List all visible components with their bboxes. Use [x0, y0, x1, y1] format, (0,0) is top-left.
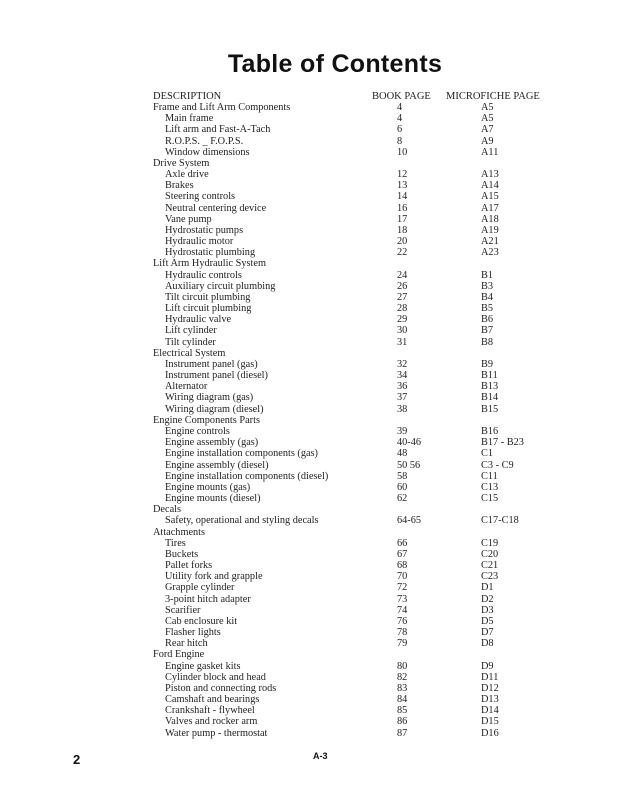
toc-entry-row	[0, 180, 622, 191]
microfiche-page-code: A5	[481, 102, 494, 113]
microfiche-page-code: C1	[481, 448, 494, 460]
book-page-number: 14	[397, 191, 408, 203]
entry-description: Hydraulic controls	[165, 269, 242, 281]
toc-entry-row	[0, 515, 622, 526]
book-page-number: 86	[397, 716, 408, 728]
toc-entry-row	[0, 337, 622, 348]
microfiche-page-code: C23	[481, 571, 499, 583]
entry-description: Window dimensions	[165, 146, 250, 158]
entry-description: Engine assembly (gas)	[165, 437, 259, 449]
microfiche-page-code: B6	[481, 314, 494, 326]
toc-entry-row	[0, 191, 622, 202]
microfiche-page-code: C21	[481, 560, 499, 572]
entry-description: Tilt cylinder	[165, 336, 216, 348]
toc-entry-row	[0, 705, 622, 716]
section-title: Engine Components Parts	[153, 414, 260, 426]
entry-description: Engine mounts (diesel)	[165, 493, 261, 505]
microfiche-page-code: B5	[481, 303, 494, 315]
entry-description: Scarifier	[165, 604, 201, 616]
microfiche-page-code: A9	[481, 135, 494, 147]
book-page-number: 60	[397, 481, 408, 493]
book-page-number: 84	[397, 694, 408, 706]
microfiche-page-code: B4	[481, 291, 494, 303]
toc-entry-row	[0, 225, 622, 236]
toc-entry-row	[0, 538, 622, 549]
entry-description: Vane pump	[165, 213, 212, 225]
microfiche-page-code: D8	[481, 638, 494, 650]
microfiche-page-code: C17-C18	[481, 515, 519, 527]
entry-description: Buckets	[165, 548, 199, 560]
book-page-number: 40-46	[397, 437, 422, 449]
book-page-number: 16	[397, 202, 408, 214]
book-page-number: 22	[397, 247, 408, 259]
book-page-number: 31	[397, 336, 408, 348]
microfiche-page-code: C19	[481, 537, 499, 549]
toc-entry-row	[0, 392, 622, 403]
entry-description: Engine installation components (diesel)	[165, 470, 329, 482]
entry-description: Hydrostatic plumbing	[165, 247, 256, 259]
entry-description: Engine installation components (gas)	[165, 448, 318, 460]
description-column-header: DESCRIPTION	[153, 91, 222, 102]
entry-description: Engine controls	[165, 425, 230, 437]
toc-entry-row	[0, 582, 622, 593]
book-page-number: 68	[397, 560, 408, 572]
entry-description: Hydraulic motor	[165, 236, 234, 248]
entry-description: Engine assembly (diesel)	[165, 459, 269, 471]
book-page-number: 66	[397, 537, 408, 549]
entry-description: Utility fork and grapple	[165, 571, 263, 583]
book-page-number: 83	[397, 682, 408, 694]
microfiche-page-code: A23	[481, 247, 499, 259]
toc-entry-row	[0, 616, 622, 627]
book-page-number: 28	[397, 303, 408, 315]
section-title: Electrical System	[153, 347, 226, 359]
toc-entry-row	[0, 270, 622, 281]
toc-entry-row	[0, 136, 622, 147]
microfiche-page-code: D2	[481, 593, 494, 605]
entry-description: Brakes	[165, 180, 194, 192]
book-page-number: 48	[397, 448, 408, 460]
toc-entry-row	[0, 236, 622, 247]
microfiche-page-code: A17	[481, 202, 499, 214]
microfiche-page-code: D12	[481, 682, 499, 694]
toc-entry-row	[0, 404, 622, 415]
book-page-number: 73	[397, 593, 408, 605]
book-page-number: 18	[397, 224, 408, 236]
microfiche-page-code: A7	[481, 124, 494, 136]
microfiche-page-code: C15	[481, 493, 499, 505]
section-title: Decals	[153, 504, 182, 516]
toc-entry-row	[0, 683, 622, 694]
microfiche-page-code: B16	[481, 425, 499, 437]
page-number: 2	[73, 752, 81, 767]
book-page-number: 85	[397, 705, 408, 717]
section-title: Ford Engine	[153, 649, 205, 661]
book-page-number: 72	[397, 582, 408, 594]
toc-entry-row	[0, 638, 622, 649]
entry-description: Cab enclosure kit	[165, 615, 238, 627]
toc-entry-row	[0, 303, 622, 314]
book-page-number: 8	[397, 135, 403, 147]
entry-description: Water pump - thermostat	[165, 727, 268, 739]
microfiche-page-code: B1	[481, 269, 494, 281]
book-page-number: 6	[397, 124, 403, 136]
book-page-number: 82	[397, 671, 408, 683]
toc-entry-row	[0, 203, 622, 214]
toc-entry-row	[0, 627, 622, 638]
book-page-number: 80	[397, 660, 408, 672]
book-page-number: 67	[397, 548, 408, 560]
microfiche-page-code: B3	[481, 280, 494, 292]
book-page-number: 78	[397, 627, 408, 639]
toc-entry-row	[0, 247, 622, 258]
book-page-number: 30	[397, 325, 408, 337]
toc-section-row	[0, 649, 622, 660]
book-page-column-header: BOOK PAGE	[372, 91, 431, 102]
section-title: Drive System	[153, 157, 210, 169]
toc-entry-row	[0, 672, 622, 683]
entry-description: Hydraulic valve	[165, 314, 232, 326]
microfiche-page-code: A21	[481, 236, 499, 248]
book-page-number: 10	[397, 146, 408, 158]
book-page-number: 4	[397, 113, 403, 125]
book-page-number: 34	[397, 370, 408, 382]
toc-entry-row	[0, 426, 622, 437]
section-title: Frame and Lift Arm Components	[153, 102, 291, 113]
entry-description: Safety, operational and styling decals	[165, 515, 319, 527]
entry-description: 3-point hitch adapter	[165, 593, 251, 605]
entry-description: Lift arm and Fast-A-Tach	[165, 124, 271, 136]
entry-description: Rear hitch	[165, 638, 208, 650]
entry-description: Instrument panel (gas)	[165, 358, 258, 370]
microfiche-page-code: D14	[481, 705, 499, 717]
entry-description: Steering controls	[165, 191, 236, 203]
entry-description: Instrument panel (diesel)	[165, 370, 268, 382]
entry-description: Alternator	[165, 381, 208, 393]
entry-description: Valves and rocker arm	[165, 716, 258, 728]
microfiche-page-code: B17 - B23	[481, 437, 524, 449]
toc-section-row	[0, 258, 622, 269]
microfiche-page-code: B15	[481, 403, 499, 415]
entry-description: Piston and connecting rods	[165, 682, 277, 694]
toc-entry-row	[0, 605, 622, 616]
entry-description: Main frame	[165, 113, 214, 125]
book-page-number: 74	[397, 604, 408, 616]
toc-entry-row	[0, 571, 622, 582]
page-title: Table of Contents	[227, 50, 443, 78]
entry-description: Flasher lights	[165, 627, 221, 639]
entry-description: Lift circuit plumbing	[165, 303, 252, 315]
microfiche-page-code: D7	[481, 627, 494, 639]
microfiche-page-code: D3	[481, 604, 494, 616]
entry-description: R.O.P.S. _ F.O.P.S.	[165, 135, 244, 147]
toc-entry-row	[0, 728, 622, 739]
entry-description: Tilt circuit plumbing	[165, 291, 251, 303]
toc-entry-row	[0, 716, 622, 727]
microfiche-page-code: A5	[481, 113, 494, 125]
toc-entry-row	[0, 314, 622, 325]
toc-list	[0, 102, 622, 739]
book-page-number: 39	[397, 425, 408, 437]
book-page-number: 76	[397, 615, 408, 627]
book-page-number: 87	[397, 727, 408, 739]
toc-section-row	[0, 158, 622, 169]
book-page-number: 38	[397, 403, 408, 415]
book-page-number: 29	[397, 314, 408, 326]
section-title: Lift Arm Hydraulic System	[153, 258, 266, 270]
entry-description: Lift cylinder	[165, 325, 217, 337]
microfiche-page-code: D13	[481, 694, 499, 706]
entry-description: Tires	[165, 537, 186, 549]
microfiche-page-code: A11	[481, 146, 499, 158]
entry-description: Hydrostatic pumps	[165, 224, 244, 236]
microfiche-page-code: D5	[481, 615, 494, 627]
microfiche-page-code: B13	[481, 381, 499, 393]
toc-entry-row	[0, 214, 622, 225]
entry-description: Axle drive	[165, 169, 209, 181]
toc-entry-row	[0, 437, 622, 448]
microfiche-page-code: A18	[481, 213, 499, 225]
microfiche-page-code: B7	[481, 325, 494, 337]
toc-section-row	[0, 102, 622, 113]
microfiche-page-code: D15	[481, 716, 499, 728]
microfiche-page-code: C13	[481, 481, 499, 493]
toc-section-row	[0, 504, 622, 515]
toc-section-row	[0, 527, 622, 538]
toc-entry-row	[0, 169, 622, 180]
microfiche-page-column-header: MICROFICHE PAGE	[446, 91, 540, 102]
book-page-number: 24	[397, 269, 408, 281]
toc-entry-row	[0, 381, 622, 392]
book-page-number: 26	[397, 280, 408, 292]
book-page-number: 32	[397, 358, 408, 370]
toc-entry-row	[0, 124, 622, 135]
book-page-number: 50 56	[397, 459, 421, 471]
toc-entry-row	[0, 594, 622, 605]
toc-section-row	[0, 415, 622, 426]
entry-description: Crankshaft - flywheel	[165, 705, 255, 717]
book-page-number: 58	[397, 470, 408, 482]
microfiche-page-code: D11	[481, 671, 499, 683]
book-page-number: 4	[397, 102, 403, 113]
toc-entry-row	[0, 471, 622, 482]
book-page-number: 36	[397, 381, 408, 393]
book-page-number: 17	[397, 213, 408, 225]
microfiche-page-code: D16	[481, 727, 499, 739]
microfiche-page-code: B11	[481, 370, 498, 382]
microfiche-page-code: D9	[481, 660, 494, 672]
book-page-number: 37	[397, 392, 408, 404]
entry-description: Pallet forks	[165, 560, 213, 572]
microfiche-page-code: C20	[481, 548, 499, 560]
section-title: Attachments	[153, 526, 206, 538]
book-page-number: 20	[397, 236, 408, 248]
book-page-number: 70	[397, 571, 408, 583]
toc-entry-row	[0, 448, 622, 459]
toc-entry-row	[0, 359, 622, 370]
page-code: A-3	[313, 751, 328, 761]
microfiche-page-code: C11	[481, 470, 498, 482]
microfiche-page-code: B8	[481, 336, 494, 348]
book-page-number: 79	[397, 638, 408, 650]
toc-entry-row	[0, 370, 622, 381]
entry-description: Engine gasket kits	[165, 660, 241, 672]
entry-description: Engine mounts (gas)	[165, 481, 251, 493]
book-page-number: 62	[397, 493, 408, 505]
entry-description: Auxiliary circuit plumbing	[165, 280, 276, 292]
toc-section-row	[0, 348, 622, 359]
toc-entry-row	[0, 460, 622, 471]
microfiche-page-code: D1	[481, 582, 494, 594]
book-page-number: 13	[397, 180, 408, 192]
entry-description: Camshaft and bearings	[165, 694, 260, 706]
microfiche-page-code: C3 - C9	[481, 459, 514, 471]
book-page-number: 27	[397, 291, 408, 303]
toc-entry-row	[0, 694, 622, 705]
microfiche-page-code: A19	[481, 224, 499, 236]
toc-entry-row	[0, 482, 622, 493]
book-page-number: 12	[397, 169, 408, 181]
microfiche-page-code: B14	[481, 392, 499, 404]
microfiche-page-code: A13	[481, 169, 499, 181]
entry-description: Grapple cylinder	[165, 582, 235, 594]
entry-description: Neutral centering device	[165, 202, 267, 214]
toc-entry-row	[0, 549, 622, 560]
toc-entry-row	[0, 661, 622, 672]
toc-entry-row	[0, 292, 622, 303]
toc-entry-row	[0, 113, 622, 124]
toc-entry-row	[0, 147, 622, 158]
book-page-number: 64-65	[397, 515, 422, 527]
entry-description: Wiring diagram (diesel)	[165, 403, 264, 415]
toc-entry-row	[0, 493, 622, 504]
entry-description: Cylinder block and head	[165, 671, 266, 683]
toc-entry-row	[0, 281, 622, 292]
microfiche-page-code: A14	[481, 180, 499, 192]
microfiche-page-code: A15	[481, 191, 499, 203]
toc-entry-row	[0, 325, 622, 336]
entry-description: Wiring diagram (gas)	[165, 392, 254, 404]
microfiche-page-code: B9	[481, 358, 494, 370]
toc-entry-row	[0, 560, 622, 571]
